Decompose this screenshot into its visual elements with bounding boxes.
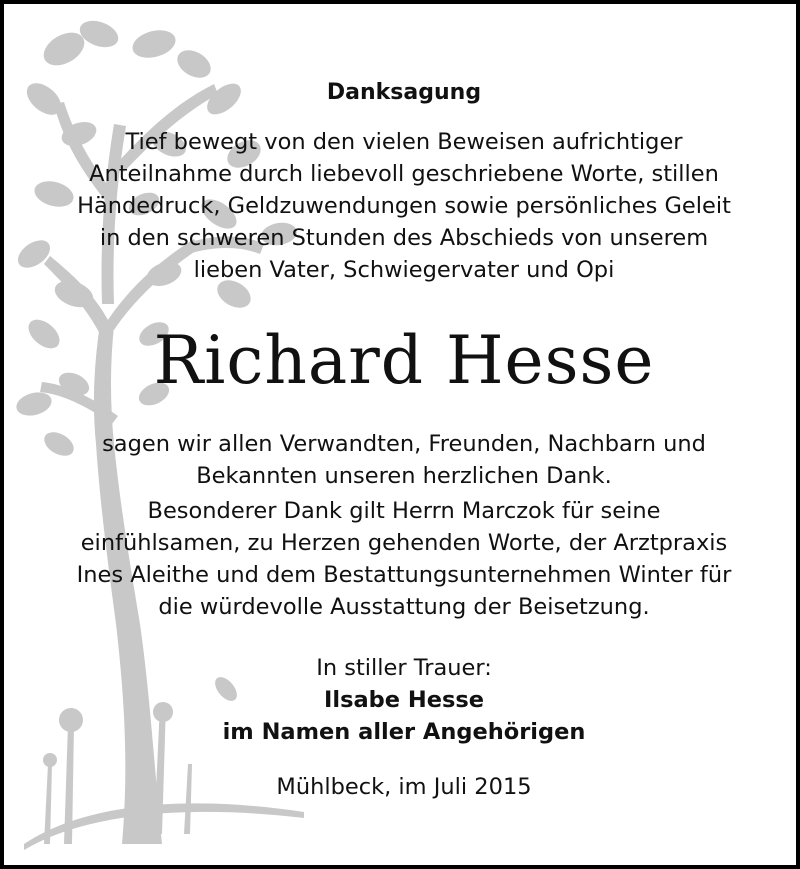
intro-line: Anteilnahme durch liebevoll geschriebene Worte, stillen	[89, 161, 719, 187]
special-thanks-line: die würdevolle Ausstattung der Beisetzung.	[158, 594, 650, 620]
intro-paragraph	[24, 126, 784, 286]
mourning-phrase: In stiller Trauer:	[316, 655, 492, 681]
notice-heading: Danksagung	[326, 80, 482, 105]
signer-name: Ilsabe Hesse	[324, 687, 484, 713]
intro-line: Händedruck, Geldzuwendungen sowie persönliches Geleit	[77, 193, 731, 219]
thanks-line: sagen wir allen Verwandten, Freunden, Nachbarn und	[102, 431, 706, 457]
special-thanks-paragraph	[24, 495, 784, 623]
special-thanks-line: Ines Aleithe und dem Bestattungsunternehmen Winter für	[76, 562, 732, 588]
on-behalf-line: im Namen aller Angehörigen	[222, 719, 586, 745]
intro-line: Tief bewegt von den vielen Beweisen aufrichtiger	[125, 129, 683, 155]
special-thanks-line: einfühlsamen, zu Herzen gehenden Worte, der Arztpraxis	[80, 530, 728, 556]
intro-line: in den schweren Stunden des Abschieds von unserem	[99, 225, 709, 251]
thanks-line: Bekannten unseren herzlichen Dank.	[196, 463, 612, 489]
intro-line: lieben Vater, Schwiegervater und Opi	[193, 257, 615, 283]
deceased-name: Richard Hesse	[153, 322, 655, 399]
place-date: Mühlbeck, im Juli 2015	[276, 774, 532, 800]
thanks-paragraph	[24, 428, 784, 492]
special-thanks-line: Besonderer Dank gilt Herrn Marczok für seine	[147, 498, 661, 524]
